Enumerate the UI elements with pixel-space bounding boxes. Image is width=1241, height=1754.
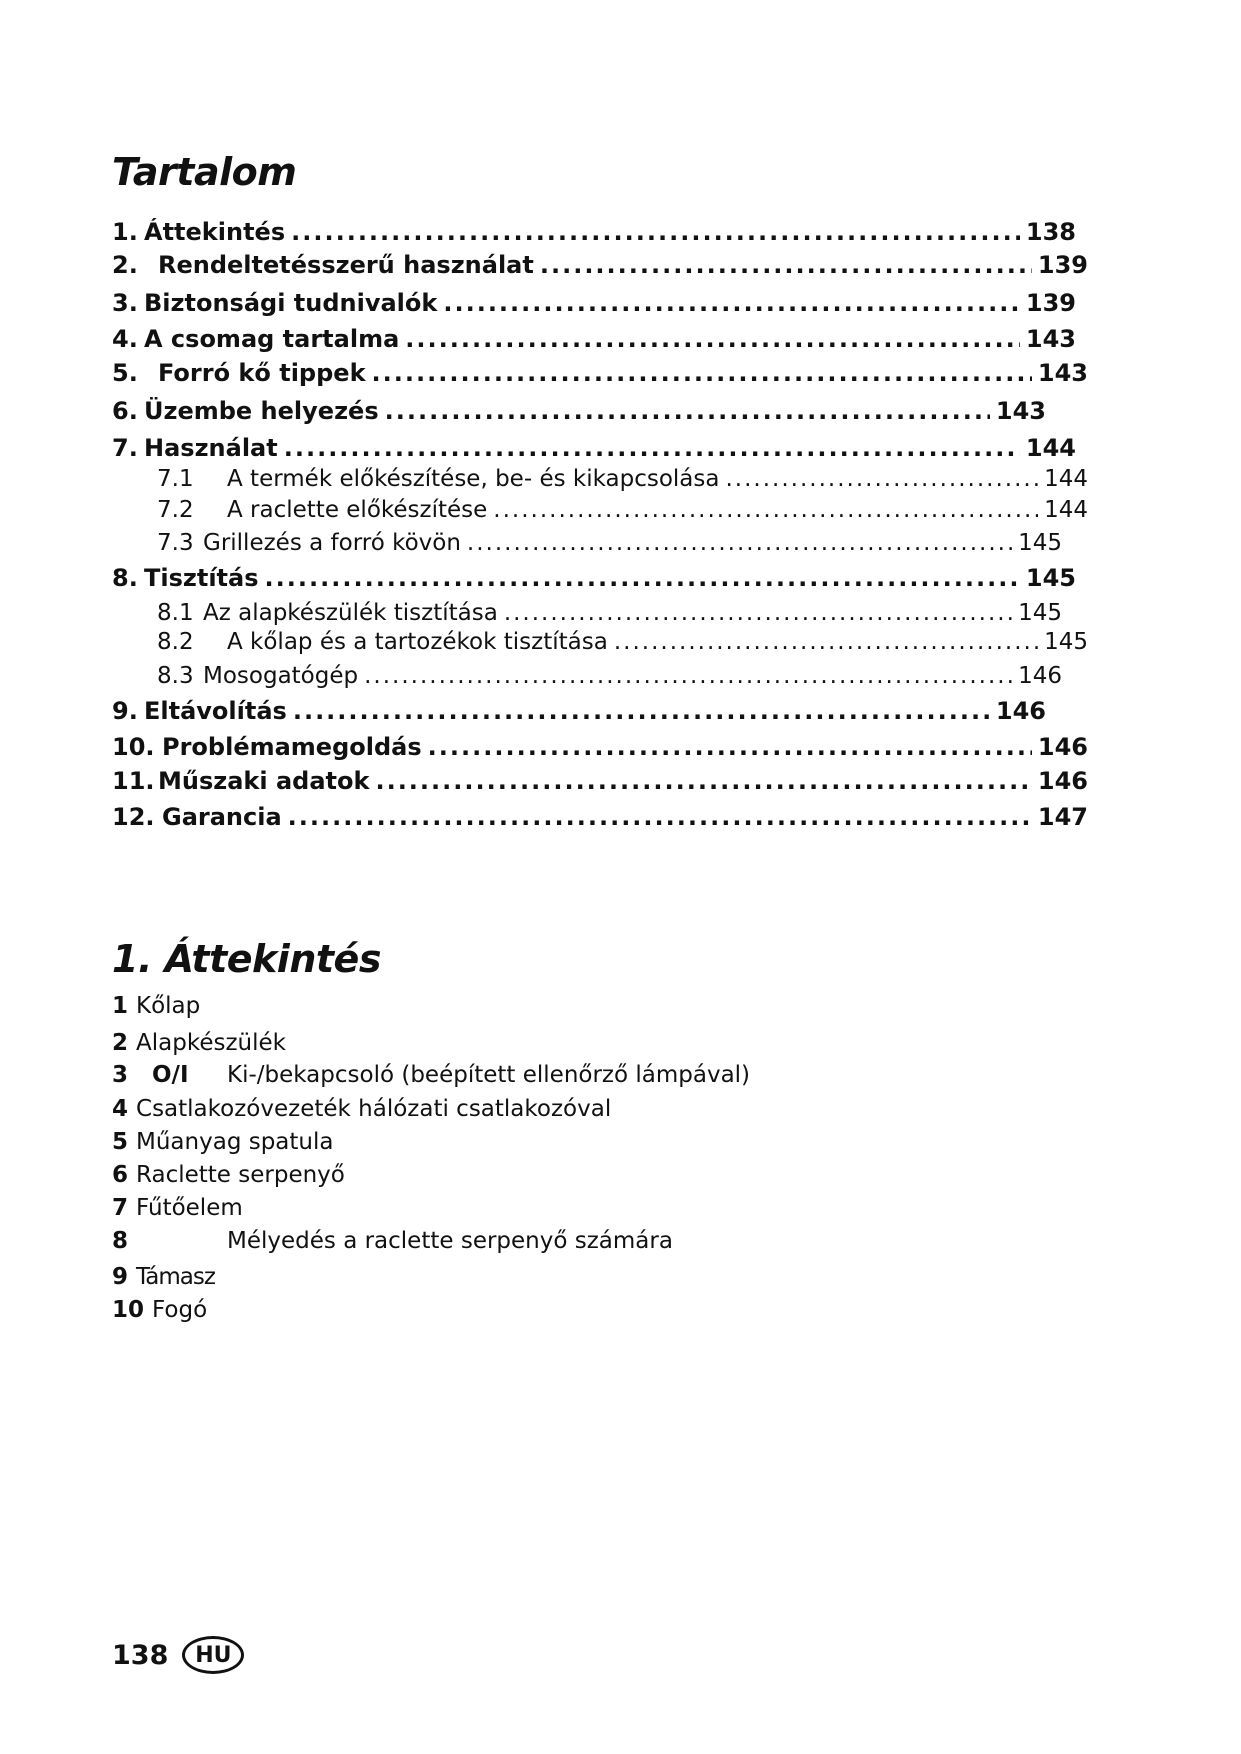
part-number: 6	[112, 1162, 129, 1188]
toc-leader	[364, 663, 1012, 689]
switch-symbol: O/I	[152, 1062, 189, 1088]
toc-entry-number: 11.	[112, 767, 155, 795]
toc-entry[interactable]	[112, 218, 1088, 246]
toc-entry-number: 8.3	[157, 663, 194, 689]
toc-entry[interactable]	[112, 733, 1088, 761]
toc-entry[interactable]	[112, 325, 1088, 353]
part-number: 7	[112, 1195, 129, 1221]
part-number: 1	[112, 993, 129, 1019]
toc-leader	[493, 497, 1038, 523]
toc-entry-number: 7.1	[157, 466, 194, 492]
toc-leader	[614, 629, 1038, 655]
toc-entry-number: 8.	[112, 564, 138, 592]
toc-entry-label: Eltávolítás	[144, 697, 287, 725]
part-name: Kőlap	[136, 993, 201, 1019]
toc-entry-page: 147	[1037, 803, 1088, 831]
toc-entry-page: 144	[1044, 497, 1088, 523]
toc-title: Tartalom	[112, 150, 297, 194]
toc-leader	[288, 803, 1032, 831]
toc-entry-label: Mosogatógép	[203, 663, 359, 689]
part-number: 10	[112, 1297, 145, 1323]
page-footer	[112, 1636, 244, 1674]
toc-entry-label: Biztonsági tudnivalók	[144, 289, 438, 317]
toc-entry[interactable]	[112, 289, 1088, 317]
toc-entry-label: Műszaki adatok	[158, 767, 370, 795]
toc-entry-label: Forró kő tippek	[158, 359, 366, 387]
toc-leader	[293, 697, 990, 725]
toc-entry-page: 146	[1018, 663, 1062, 689]
list-item	[112, 993, 200, 1019]
part-number: 3	[112, 1062, 129, 1088]
toc-entry-page: 145	[1018, 600, 1062, 626]
toc-entry-number: 6.	[112, 397, 138, 425]
toc-entry-number: 7.	[112, 434, 138, 462]
toc-entry-page: 139	[1025, 289, 1076, 317]
part-number: 4	[112, 1096, 129, 1122]
toc-entry-label: Áttekintés	[144, 218, 286, 246]
list-item	[112, 1297, 207, 1323]
toc-entry-number: 4.	[112, 325, 138, 353]
toc-entry-number: 10.	[112, 733, 155, 761]
toc-entry-label: Garancia	[162, 803, 282, 831]
toc-entry-page: 144	[1044, 466, 1088, 492]
toc-leader	[428, 733, 1032, 761]
toc-entry-label: Az alapkészülék tisztítása	[203, 600, 498, 626]
part-name: Mélyedés a raclette serpenyő számára	[227, 1228, 673, 1254]
toc-entry-page: 146	[1037, 733, 1088, 761]
toc-entry-number: 7.3	[157, 530, 194, 556]
toc-entry[interactable]	[112, 564, 1088, 592]
toc-leader	[540, 251, 1032, 279]
toc-leader	[504, 600, 1012, 626]
list-item	[112, 1162, 345, 1188]
toc-entry[interactable]	[157, 530, 1088, 556]
toc-leader	[405, 325, 1020, 353]
toc-entry-label: Rendeltetésszerű használat	[158, 251, 534, 279]
part-name: Csatlakozóvezeték hálózati csatlakozóval	[136, 1096, 612, 1122]
toc-entry[interactable]	[112, 359, 1088, 387]
part-name: Műanyag spatula	[136, 1129, 334, 1155]
toc-entry[interactable]	[112, 397, 1088, 425]
toc-leader	[385, 397, 990, 425]
toc-entry-page: 145	[1018, 530, 1062, 556]
toc-entry-page: 139	[1037, 251, 1088, 279]
list-item	[112, 1129, 333, 1155]
toc-entry-page: 143	[995, 397, 1046, 425]
toc-entry-number: 8.2	[157, 629, 194, 655]
toc-entry-label: Grillezés a forró kövön	[203, 530, 461, 556]
toc-entry[interactable]	[112, 697, 1088, 725]
toc-entry-number: 5.	[112, 359, 138, 387]
toc-entry[interactable]	[157, 600, 1088, 626]
list-item	[112, 1228, 673, 1254]
toc-entry-page: 144	[1025, 434, 1076, 462]
toc-leader	[284, 434, 1020, 462]
toc-entry-number: 8.1	[157, 600, 194, 626]
toc-entry-label: Problémamegoldás	[162, 733, 422, 761]
toc-entry[interactable]	[112, 434, 1088, 462]
part-number: 5	[112, 1129, 129, 1155]
list-item	[112, 1030, 286, 1056]
part-name: Támasz	[136, 1264, 215, 1290]
toc-leader	[291, 218, 1020, 246]
toc-entry-number: 2.	[112, 251, 138, 279]
part-number: 8	[112, 1228, 129, 1254]
toc-entry-number: 9.	[112, 697, 138, 725]
toc-entry[interactable]	[112, 803, 1088, 831]
page-number: 138	[112, 1639, 169, 1671]
part-name: Alapkészülék	[136, 1030, 286, 1056]
toc-entry-page: 143	[1037, 359, 1088, 387]
part-number: 9	[112, 1264, 129, 1290]
toc-entry-label: A kőlap és a tartozékok tisztítása	[227, 629, 608, 655]
toc-entry-page: 145	[1025, 564, 1076, 592]
toc-leader	[265, 564, 1020, 592]
list-item	[112, 1264, 215, 1290]
toc-leader	[372, 359, 1032, 387]
toc-leader	[725, 466, 1038, 492]
part-name: Ki-/bekapcsoló (beépített ellenőrző lámpával)	[227, 1062, 751, 1088]
list-item	[112, 1062, 750, 1088]
part-name: Fogó	[152, 1297, 208, 1323]
toc-entry-label: Tisztítás	[144, 564, 259, 592]
list-item	[112, 1096, 611, 1122]
toc-entry-number: 12.	[112, 803, 155, 831]
list-item	[112, 1195, 243, 1221]
toc-entry-page: 146	[995, 697, 1046, 725]
toc-entry-label: Üzembe helyezés	[144, 397, 379, 425]
toc-entry-page: 143	[1025, 325, 1076, 353]
toc-entry-label: Használat	[144, 434, 278, 462]
toc-entry[interactable]	[112, 251, 1088, 279]
toc-entry-label: A raclette előkészítése	[227, 497, 488, 523]
toc-entry-page: 145	[1044, 629, 1088, 655]
toc-entry-page: 146	[1037, 767, 1088, 795]
toc-leader	[467, 530, 1012, 556]
language-badge: HU	[182, 1636, 244, 1674]
toc-entry[interactable]	[157, 663, 1088, 689]
part-number: 2	[112, 1030, 129, 1056]
toc-leader	[375, 767, 1031, 795]
toc-entry-number: 1.	[112, 218, 138, 246]
toc-entry-label: A termék előkészítése, be- és kikapcsolása	[227, 466, 720, 492]
part-name: Fűtőelem	[136, 1195, 243, 1221]
toc-entry-number: 7.2	[157, 497, 194, 523]
toc-entry[interactable]	[157, 497, 1088, 523]
toc-entry-page: 138	[1025, 218, 1076, 246]
toc-entry-label: A csomag tartalma	[144, 325, 400, 353]
overview-title: 1. Áttekintés	[112, 937, 381, 981]
toc-entry[interactable]	[157, 466, 1088, 492]
toc-entry[interactable]	[157, 629, 1088, 655]
toc-leader	[443, 289, 1020, 317]
toc-entry[interactable]	[112, 767, 1088, 795]
toc-entry-number: 3.	[112, 289, 138, 317]
part-name: Raclette serpenyő	[136, 1162, 345, 1188]
